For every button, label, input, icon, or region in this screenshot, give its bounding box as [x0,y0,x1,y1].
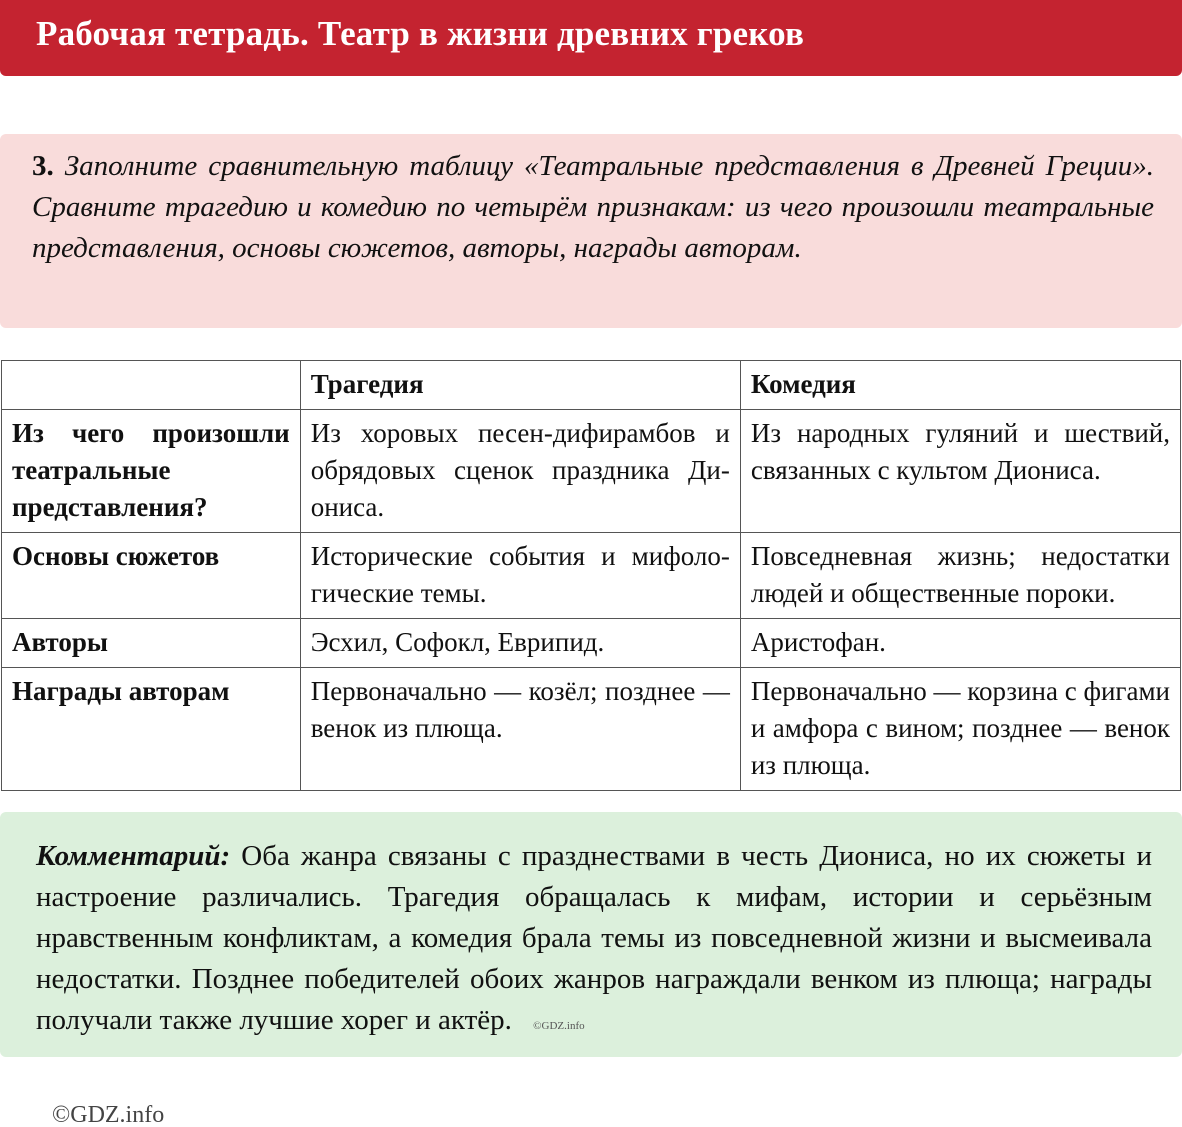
footer-watermark: ©GDZ.info [52,1102,165,1127]
table-header-comedy: Комедия [740,361,1180,410]
row-label-origin: Из чего произошли театральные представления? [2,410,301,533]
task-text [32,146,1154,269]
comment-watermark: ©GDZ.info [533,1020,585,1032]
table-row [2,668,1181,791]
cell-tragedy-authors: Эсхил, Софокл, Еврипид. [300,619,740,668]
table-row [2,410,1181,533]
cell-tragedy-plots: Исторические события и мифологические темы. [300,533,740,619]
table-header-tragedy: Трагедия [300,361,740,410]
cell-comedy-authors: Аристофан. [740,619,1180,668]
cell-tragedy-origin: Из хоровых песен-дифирамбов и обрядовых сценок праздника Диониса. [300,410,740,533]
comparison-table [1,360,1181,791]
page-title: Рабочая тетрадь. Театр в жизни древних греков [36,14,805,53]
table-row [2,619,1181,668]
table-header-row [2,361,1181,410]
task-number: 3. [32,150,54,182]
comment-text [36,836,1152,1047]
table-header-empty [2,361,301,410]
cell-comedy-origin: Из народных гуляний и шествий, связанных с культом Диониса. [740,410,1180,533]
cell-comedy-plots: Повседневная жизнь; недостатки людей и общественные пороки. [740,533,1180,619]
table-row [2,533,1181,619]
task-description: Заполните сравнительную таблицу «Театральные представления в Древней Греции». Сравните трагедию и комедию по четырём признакам: из чего произошли театральные представления, основы сюжетов, авторы, награды авторам. [32,150,1154,264]
cell-tragedy-awards: Первоначально — козёл; позднее — венок из плюща. [300,668,740,791]
comment-body: Оба жанра связаны с празднествами в честь Диониса, но их сюжеты и настроение различались. Трагедия обращалась к мифам, истории и серьёзным нравственным конфликтам, а комедия брала темы из повседневной жизни и высмеивала недостатки. Позднее победителей обоих жанров награждали венком из плюща; награды получали также лучшие хорег и актёр. [36,840,1152,1036]
comment-label: Комментарий: [36,840,231,872]
row-label-authors: Авторы [2,619,301,668]
row-label-awards: Награды авторам [2,668,301,791]
cell-comedy-awards: Первоначально — корзина с фигами и амфора с вином; позднее — венок из плюща. [740,668,1180,791]
row-label-plots: Основы сюжетов [2,533,301,619]
